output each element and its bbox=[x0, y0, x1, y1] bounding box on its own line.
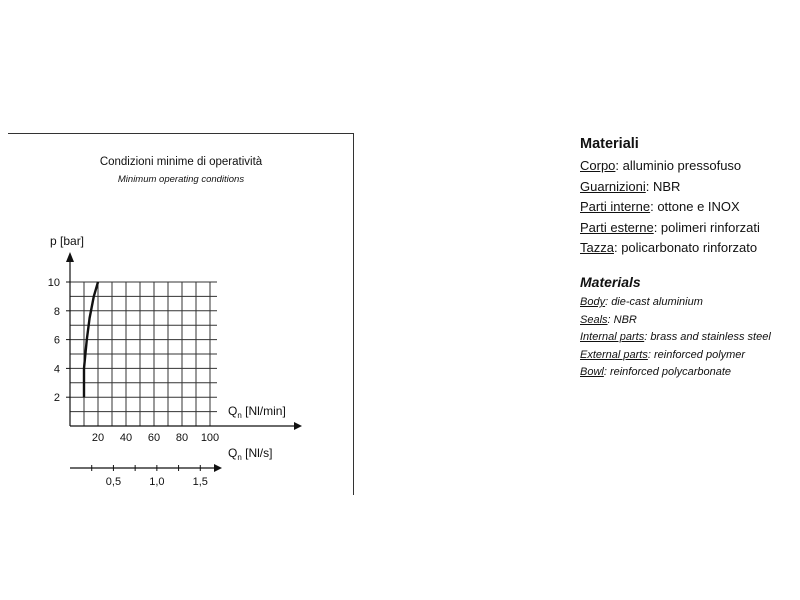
materiali-list bbox=[580, 156, 760, 259]
chart-title: Condizioni minime di operatività bbox=[99, 156, 263, 168]
x-tick-label: 80 bbox=[175, 432, 189, 444]
chart-subtitle: Minimum operating conditions bbox=[117, 174, 245, 185]
y-tick-label: 4 bbox=[53, 363, 60, 376]
materiali-item bbox=[580, 177, 760, 198]
materiali-item-value: : alluminio pressofuso bbox=[615, 158, 742, 173]
x2-tick-label: 1,5 bbox=[192, 476, 208, 488]
x2-axis-label: $Q_n$ [Nl/s] bbox=[228, 446, 273, 462]
x2-tick-label: 1,0 bbox=[149, 476, 165, 488]
materiali-item-value: : polimeri rinforzati bbox=[653, 219, 760, 235]
materiali-item bbox=[580, 156, 760, 177]
materiali-item-label: Parti esterne bbox=[580, 219, 654, 235]
materials-item-value: : reinforced polymer bbox=[647, 348, 746, 361]
materials-item bbox=[580, 364, 771, 382]
x2-axis-arrow bbox=[214, 464, 222, 472]
materials-item bbox=[580, 294, 771, 312]
materials-item-value: : brass and stainless steel bbox=[644, 331, 771, 343]
materiali-item-value: : policarbonato rinforzato bbox=[613, 240, 758, 255]
materiali-item bbox=[580, 238, 760, 259]
materials-list bbox=[580, 294, 771, 382]
y-axis-arrow bbox=[66, 252, 74, 262]
y-axis-label: p [bar] bbox=[50, 234, 85, 248]
y-tick-label: 8 bbox=[53, 305, 60, 318]
materiali-item bbox=[580, 197, 760, 218]
materials-item-label: External parts bbox=[580, 348, 648, 361]
x-tick-label: 60 bbox=[147, 432, 161, 444]
materials-item-value: : die-cast aluminium bbox=[605, 296, 703, 308]
materiali-item-label: Parti interne bbox=[580, 199, 651, 214]
x-axis-arrow bbox=[294, 422, 302, 430]
x2-tick-label: 0,5 bbox=[105, 476, 122, 488]
materiali-item-label: Guarnizioni bbox=[580, 178, 646, 194]
x-axis-label: $Q_n$ [Nl/min] bbox=[228, 404, 286, 420]
materiali-item-label: Tazza bbox=[580, 240, 614, 255]
materials-item-label: Bowl bbox=[580, 366, 604, 378]
materials-item bbox=[580, 347, 771, 365]
materiali-item bbox=[580, 218, 760, 239]
materials-item bbox=[580, 312, 771, 330]
materiali-item-label: Corpo bbox=[580, 158, 616, 173]
materials-item-label: Seals bbox=[580, 313, 608, 326]
y-tick-label: 2 bbox=[53, 392, 60, 405]
materials-item-label: Body bbox=[580, 296, 606, 308]
materials-heading: Materials bbox=[580, 274, 641, 290]
x-tick-label: 20 bbox=[91, 432, 105, 444]
materiali-item-value: : NBR bbox=[645, 178, 681, 194]
y-tick-label: 10 bbox=[47, 277, 60, 289]
y-tick-label: 6 bbox=[53, 334, 60, 347]
materiali-item-value: : ottone e INOX bbox=[650, 199, 740, 214]
materials-item bbox=[580, 329, 771, 347]
materials-item-label: Internal parts bbox=[580, 331, 645, 343]
x-tick-label: 100 bbox=[200, 432, 220, 444]
x-tick-label: 40 bbox=[119, 432, 133, 444]
materiali-heading: Materiali bbox=[580, 136, 639, 152]
materials-item-value: : reinforced polycarbonate bbox=[603, 366, 732, 378]
materials-item-value: : NBR bbox=[607, 313, 637, 326]
